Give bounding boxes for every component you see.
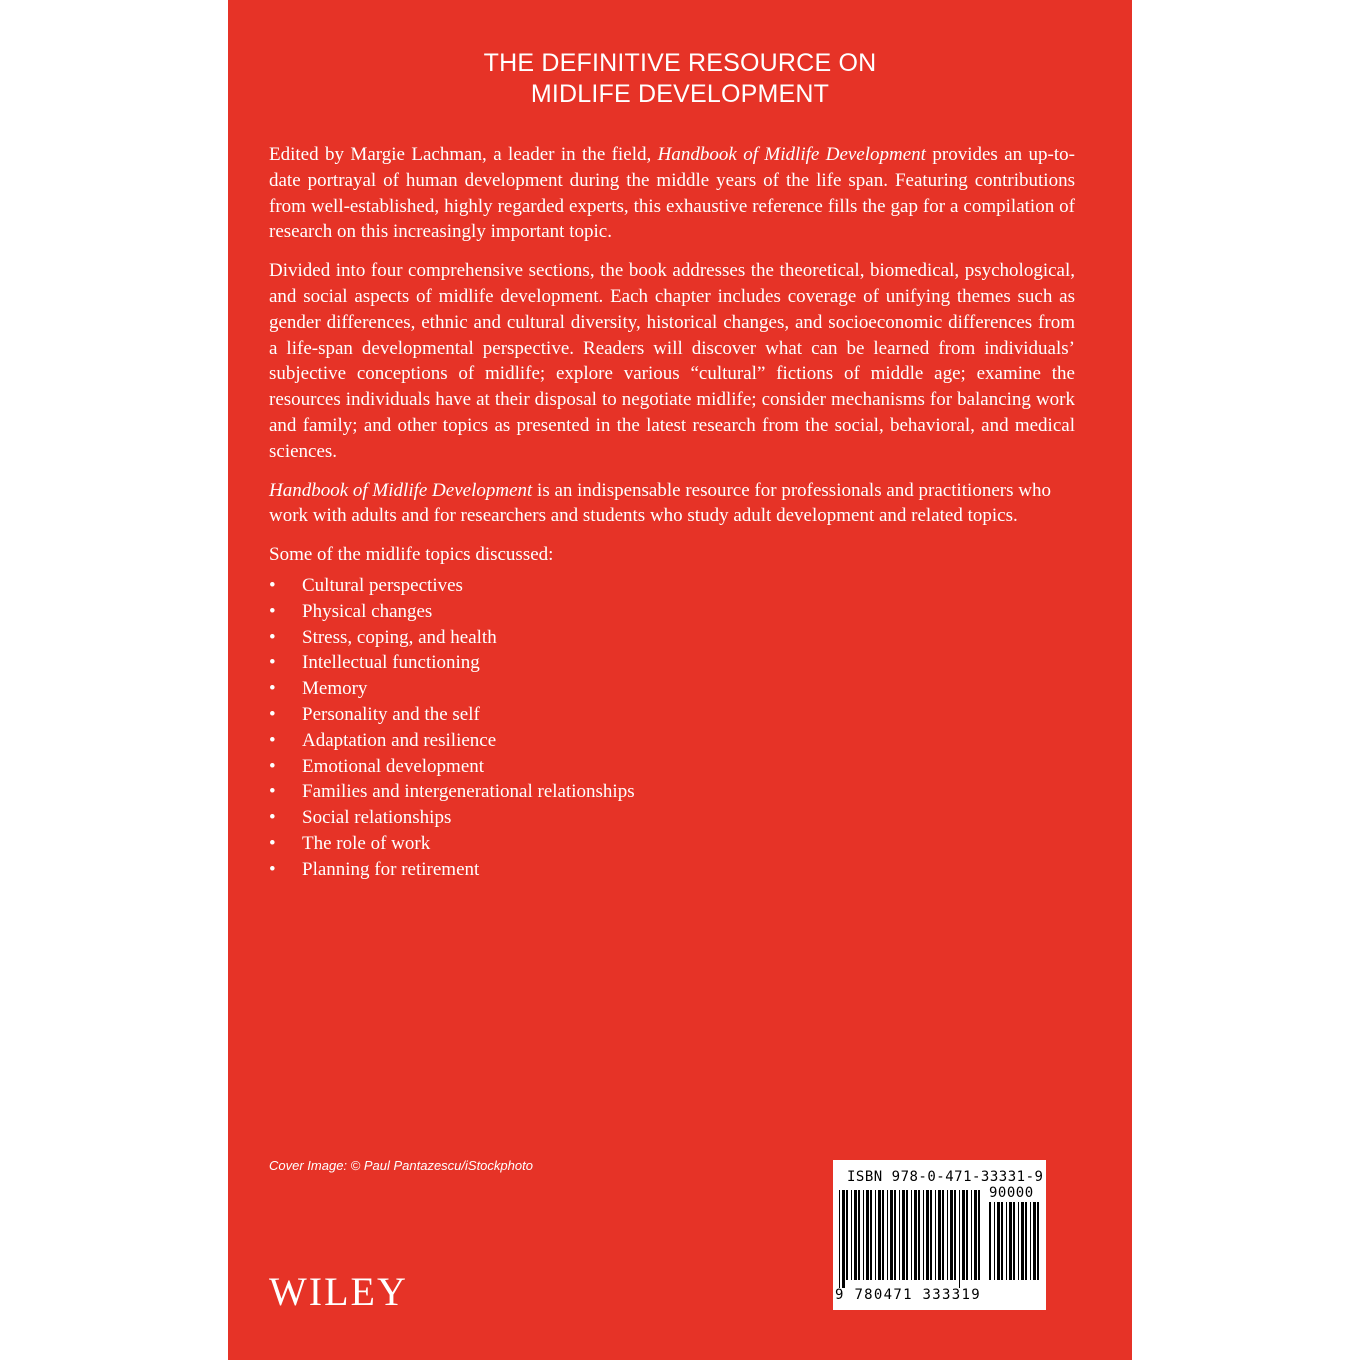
barcode-bar xyxy=(1013,1202,1015,1280)
list-item xyxy=(269,728,1075,754)
publisher-logo: WILEY xyxy=(269,1269,408,1314)
barcode-bar xyxy=(1030,1202,1031,1280)
barcode-bar xyxy=(875,1190,876,1280)
topic-label: Stress, coping, and health xyxy=(302,626,497,648)
topic-label: Cultural perspectives xyxy=(302,574,463,596)
barcode-bar xyxy=(966,1190,968,1280)
barcode-bar xyxy=(863,1190,864,1280)
barcode-bar xyxy=(890,1190,893,1280)
barcode-bar xyxy=(962,1190,965,1280)
paragraph-1-rest: provides an up-to-date portrayal of human development during the middle years of the life span. Featuring contributions from well-established, highly regarded experts, this exhaustive reference fills the gap for a compilation of research on this increasingly important topic. xyxy=(269,144,1075,243)
topics-intro: Some of the midlife topics discussed: xyxy=(269,544,554,566)
bullet-glyph: • xyxy=(269,574,276,596)
barcode-bar xyxy=(887,1190,888,1280)
topic-label: Adaptation and resilience xyxy=(302,729,497,751)
topic-label: Memory xyxy=(302,678,368,700)
bullet-glyph: • xyxy=(269,652,276,674)
back-cover xyxy=(228,0,1132,1360)
bullet-glyph: • xyxy=(269,600,276,622)
barcode-bar xyxy=(1025,1202,1027,1280)
barcode-bar xyxy=(926,1190,929,1280)
barcode-bar xyxy=(854,1190,857,1280)
barcode-bar xyxy=(906,1190,908,1280)
list-item xyxy=(269,831,1075,857)
paragraph-1-intro: Edited by Margie Lachman, a leader in the field, xyxy=(269,144,658,165)
topics-list xyxy=(269,573,1075,883)
bullet-glyph: • xyxy=(269,703,276,725)
barcode-bar xyxy=(994,1202,995,1280)
topic-label: The role of work xyxy=(302,832,431,854)
barcode-bar xyxy=(846,1190,848,1280)
bullet-glyph: • xyxy=(269,832,276,854)
bullet-glyph: • xyxy=(269,807,276,829)
barcode-bar xyxy=(997,1202,1000,1280)
price-code: 90000 xyxy=(989,1185,1034,1201)
barcode-bar xyxy=(899,1190,900,1280)
list-item xyxy=(269,779,1075,805)
book-title-2: Handbook of Midlife Development xyxy=(269,479,533,501)
barcode-bar xyxy=(1033,1202,1036,1280)
barcode-bar xyxy=(971,1190,972,1280)
list-item xyxy=(269,676,1075,702)
cover-image-credit: Cover Image: © Paul Pantazescu/iStockphoto xyxy=(269,1158,533,1173)
barcode-bar xyxy=(923,1190,924,1280)
bullet-glyph: • xyxy=(269,755,276,777)
barcode-bar xyxy=(1006,1202,1007,1280)
topic-label: Intellectual functioning xyxy=(302,652,480,674)
barcode-bar xyxy=(902,1190,905,1280)
barcode-bar xyxy=(851,1190,852,1280)
barcode-panel xyxy=(833,1160,1046,1310)
barcode-bar xyxy=(894,1190,896,1280)
barcode-bar xyxy=(842,1190,845,1288)
cover-heading xyxy=(228,48,1132,110)
list-item xyxy=(269,650,1075,676)
barcode-bar xyxy=(882,1190,884,1280)
bullet-glyph: • xyxy=(269,781,276,803)
barcode-bar xyxy=(959,1190,960,1288)
barcode-bar xyxy=(866,1190,869,1280)
barcode-bar xyxy=(858,1190,860,1280)
barcode-bar xyxy=(989,1202,991,1280)
barcode-bar xyxy=(1001,1202,1003,1280)
barcode-bar xyxy=(878,1190,881,1280)
bullet-glyph: • xyxy=(269,729,276,751)
topic-label: Personality and the self xyxy=(302,703,480,725)
topic-label: Physical changes xyxy=(302,600,433,622)
list-item xyxy=(269,599,1075,625)
topic-label: Emotional development xyxy=(302,755,485,777)
paragraph-1 xyxy=(269,142,1075,245)
topic-label: Families and intergenerational relationships xyxy=(302,781,635,803)
barcode-bar xyxy=(1037,1202,1039,1280)
barcode-bar xyxy=(954,1190,956,1280)
barcode-bar xyxy=(914,1190,917,1280)
list-item xyxy=(269,805,1075,831)
book-title: Handbook of Midlife Development xyxy=(657,144,926,165)
heading-line-2: MIDLIFE DEVELOPMENT xyxy=(530,80,830,108)
paragraph-2: Divided into four comprehensive sections, the book addresses the theoretical, biomedical, psychological, and social aspects of midlife development. Each chapter includes coverage of unifying themes such as gender differences, ethnic and cultural diversity, historical changes, and socioeconomic differences from a life-span developmental perspective. Readers will discover what can be learned from individuals’ subjective conceptions of midlife; explore various “cultural” fictions of middle age; examine the resources individuals have at their disposal to negotiate midlife; consider mechanisms for balancing work and family; and other topics as presented in the latest research from the social, behavioral, and medical sciences. xyxy=(269,260,1075,462)
barcode-bar xyxy=(918,1190,920,1280)
barcode-bar xyxy=(935,1190,936,1280)
addon-barcode xyxy=(989,1202,1041,1288)
list-item xyxy=(269,702,1075,728)
barcode-bar xyxy=(938,1190,941,1280)
topic-label: Planning for retirement xyxy=(302,858,480,880)
paragraph-3 xyxy=(269,478,1075,530)
bullet-glyph: • xyxy=(269,678,276,700)
bullet-glyph: • xyxy=(269,626,276,648)
description xyxy=(269,142,1075,883)
paragraph-3-rest: is an indispensable resource for professionals and practitioners who work with adults and for researchers and students who study adult development and related topics. xyxy=(269,479,1051,527)
isbn-text: ISBN 978-0-471-33331-9 xyxy=(847,1169,1044,1185)
barcode-bar xyxy=(1021,1202,1024,1280)
barcode-bar xyxy=(947,1190,948,1280)
list-item xyxy=(269,857,1075,883)
barcode-bar xyxy=(1009,1202,1012,1280)
list-item xyxy=(269,573,1075,599)
barcode-bar xyxy=(950,1190,953,1280)
barcode-bar xyxy=(870,1190,872,1280)
barcode-bar xyxy=(930,1190,932,1280)
list-item xyxy=(269,625,1075,651)
list-item xyxy=(269,754,1075,780)
topic-label: Social relationships xyxy=(302,807,452,829)
barcode-bar xyxy=(911,1190,912,1280)
bullet-glyph: • xyxy=(269,858,276,880)
barcode-bar xyxy=(839,1190,840,1288)
barcode-bar xyxy=(978,1190,980,1280)
barcode-bar xyxy=(974,1190,977,1280)
barcode-bar xyxy=(942,1190,944,1280)
barcode-bar xyxy=(1018,1202,1019,1280)
ean-barcode xyxy=(839,1190,983,1288)
ean-digits: 9 780471 333319 xyxy=(835,1287,981,1303)
heading-line-1: THE DEFINITIVE RESOURCE ON xyxy=(483,49,877,77)
